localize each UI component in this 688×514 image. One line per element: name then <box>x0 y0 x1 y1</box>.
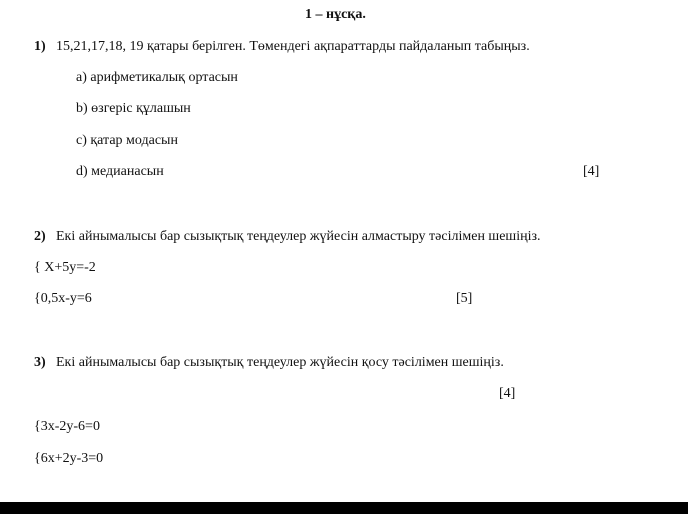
task-1-item-c: c) қатар модасын <box>76 133 178 148</box>
task-3-equation-2: {6x+2y-3=0 <box>34 451 104 466</box>
task-1-text: 15,21,17,18, 19 қатары берілген. Төмендегі ақпараттарды пайдаланып табыңыз. <box>56 39 530 54</box>
task-2-equation-2: {0,5x-y=6 <box>34 291 92 306</box>
task-1-item-d: d) медианасын <box>76 164 164 179</box>
task-3-score: [4] <box>499 386 516 401</box>
task-3-equation-1: {3x-2y-6=0 <box>34 419 100 434</box>
task-1-number: 1) <box>34 39 46 54</box>
variant-title: 1 – нұсқа. <box>305 7 366 22</box>
task-1-item-a: a) арифметикалық ортасын <box>76 70 238 85</box>
task-1-score: [4] <box>583 164 600 179</box>
task-2-equation-1: { X+5y=-2 <box>34 260 96 275</box>
task-3-number: 3) <box>34 355 46 370</box>
task-2-number: 2) <box>34 229 46 244</box>
bottom-black-bar <box>0 502 688 514</box>
task-3-text: Екі айнымалысы бар сызықтық теңдеулер жүйесін қосу тәсілімен шешіңіз. <box>56 355 504 370</box>
task-2-text: Екі айнымалысы бар сызықтық теңдеулер жүйесін алмастыру тәсілімен шешіңіз. <box>56 229 541 244</box>
task-2-score: [5] <box>456 291 473 306</box>
task-1-item-b: b) өзгеріс құлашын <box>76 101 191 116</box>
